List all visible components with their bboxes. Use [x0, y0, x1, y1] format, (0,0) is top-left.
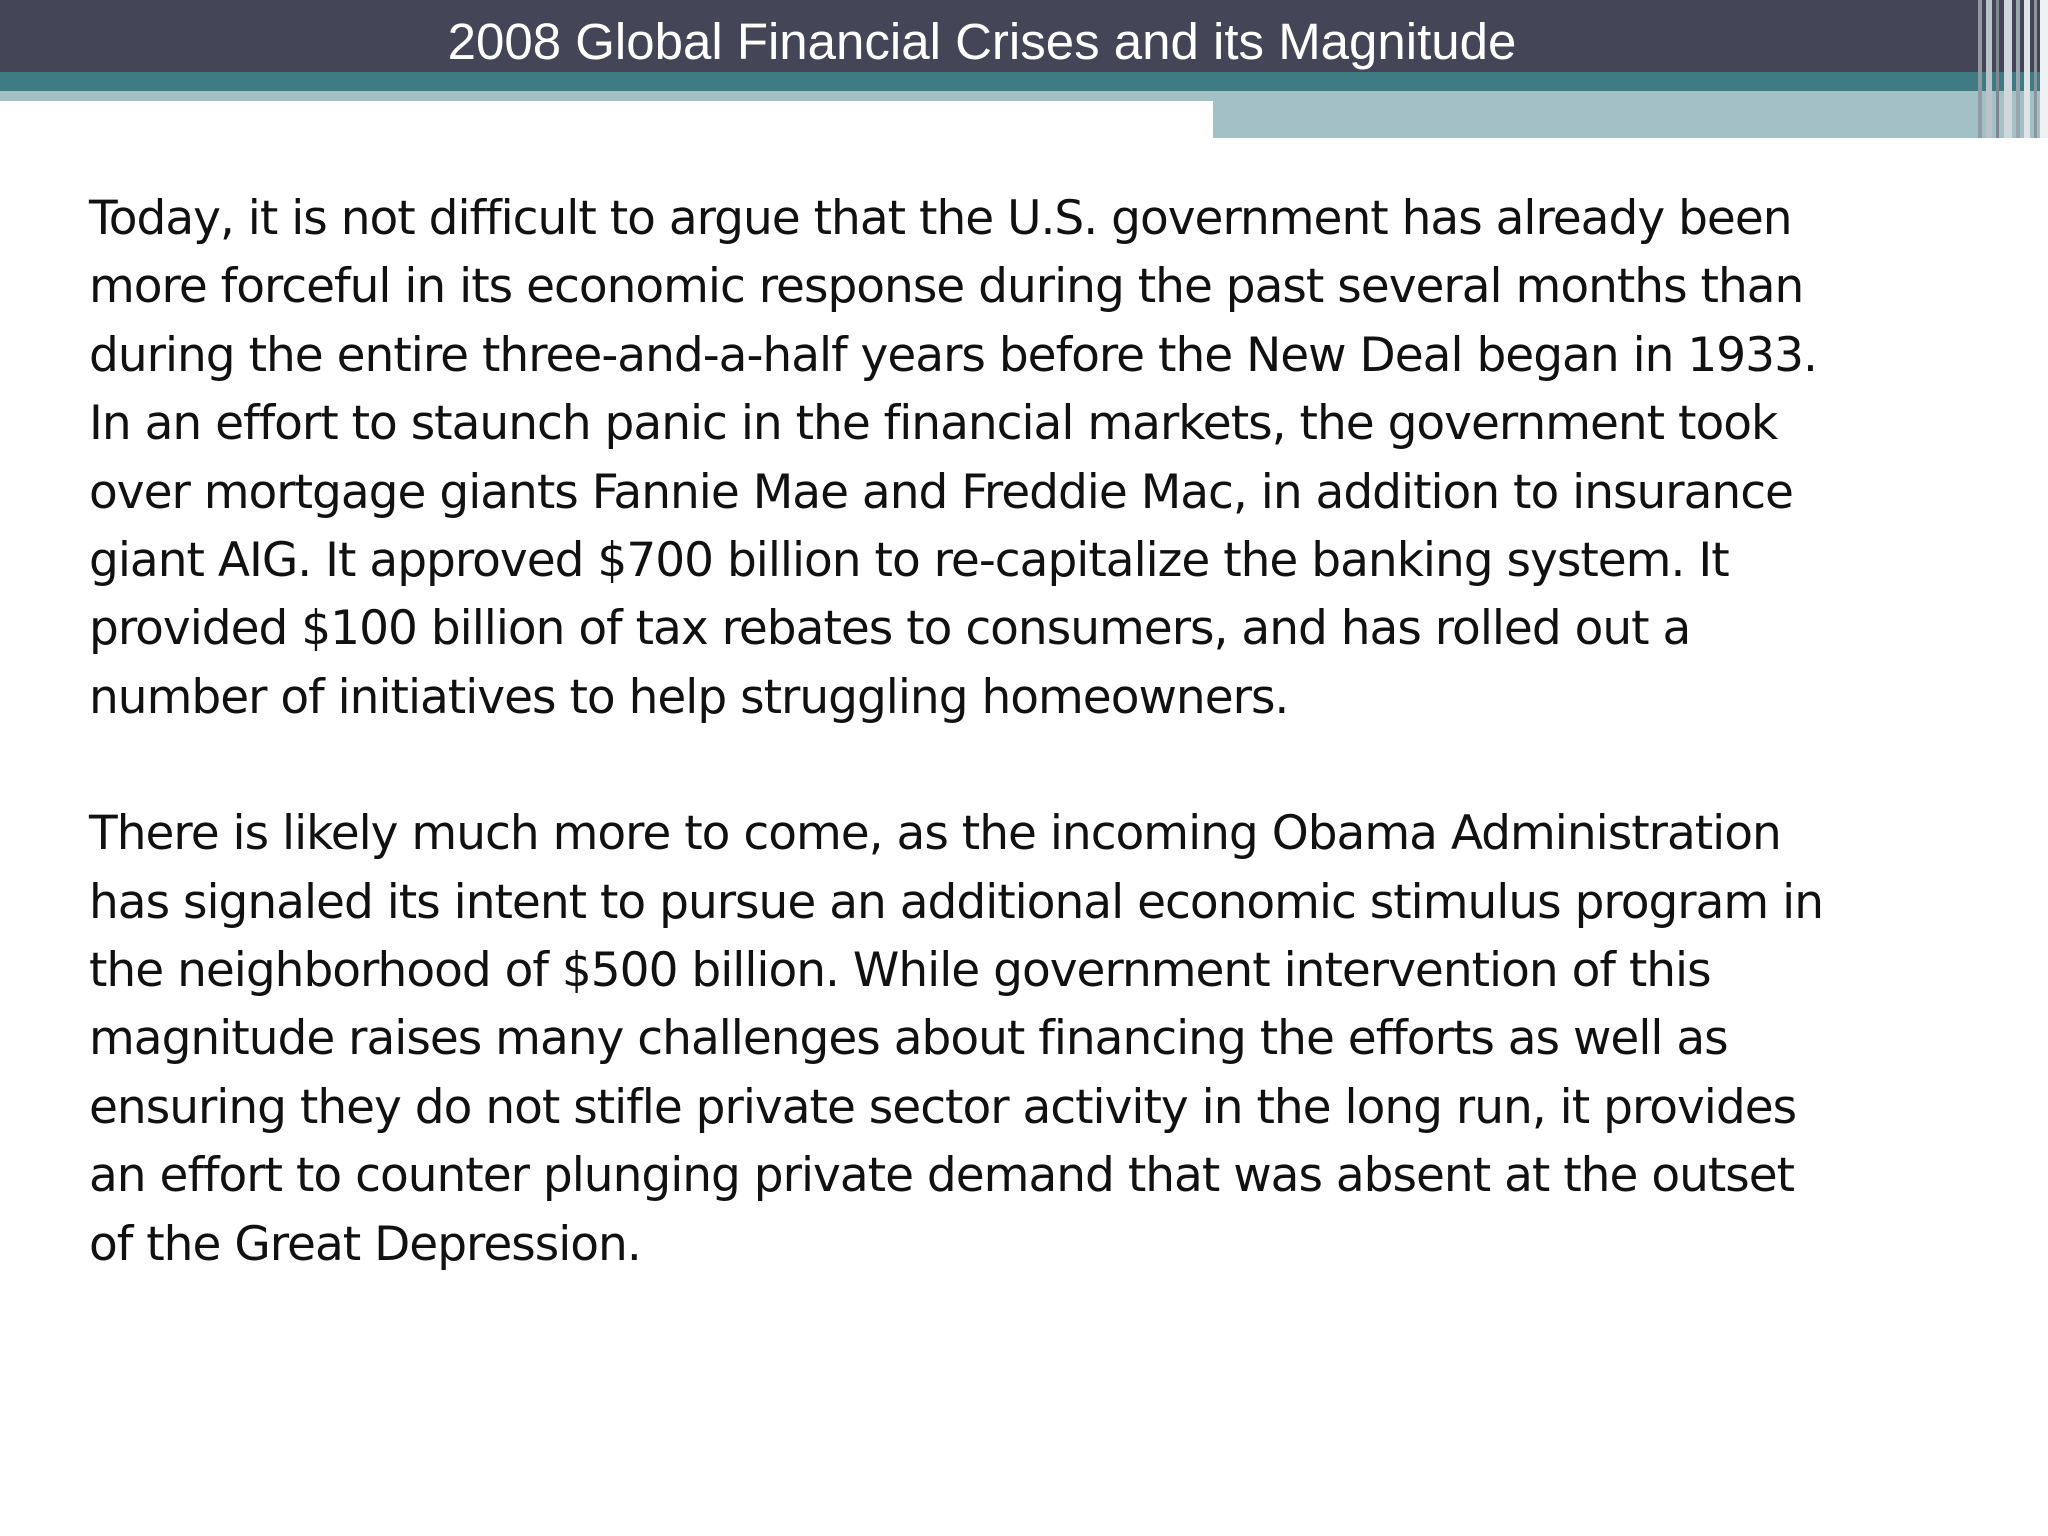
paragraph-line: during the entire three-and-a-half years before the New Deal began in 1933.	[89, 327, 1817, 383]
paragraph-line: number of initiatives to help struggling homeowners.	[89, 669, 1289, 725]
paragraph-line: of the Great Depression.	[89, 1216, 641, 1272]
paragraph-line: ensuring they do not stifle private sector activity in the long run, it provides	[89, 1079, 1797, 1135]
paragraph-line: There is likely much more to come, as the incoming Obama Administration	[89, 806, 1781, 862]
paragraph-line: over mortgage giants Fannie Mae and Freddie Mac, in addition to insurance	[89, 464, 1793, 520]
paragraph-line: Today, it is not difficult to argue that the U.S. government has already been	[89, 191, 1792, 246]
paragraph-line: magnitude raises many challenges about financing the efforts as well as	[89, 1011, 1728, 1067]
paragraph-line: more forceful in its economic response during the past several months than	[89, 259, 1804, 315]
paragraph-line: the neighborhood of $500 billion. While government intervention of this	[89, 943, 1711, 999]
accent-block	[1213, 91, 2048, 138]
slide-body	[89, 185, 1989, 1279]
decorative-stripes	[1978, 0, 2048, 138]
slide-title: 2008 Global Financial Crises and its Magnitude	[447, 13, 1517, 70]
paragraph-line: provided $100 billion of tax rebates to consumers, and has rolled out a	[89, 601, 1691, 657]
paragraph-spacer	[89, 732, 1989, 800]
accent-underline	[0, 91, 1213, 101]
accent-band	[0, 72, 2048, 91]
paragraph-2	[89, 800, 1989, 1279]
paragraph-1	[89, 185, 1989, 732]
title-bar	[0, 0, 2048, 72]
paragraph-line: In an effort to staunch panic in the financial markets, the government took	[89, 396, 1778, 452]
paragraph-line: an effort to counter plunging private demand that was absent at the outset	[89, 1148, 1795, 1204]
paragraph-line: has signaled its intent to pursue an additional economic stimulus program in	[89, 874, 1823, 930]
paragraph-line: giant AIG. It approved $700 billion to re-capitalize the banking system. It	[89, 533, 1729, 589]
